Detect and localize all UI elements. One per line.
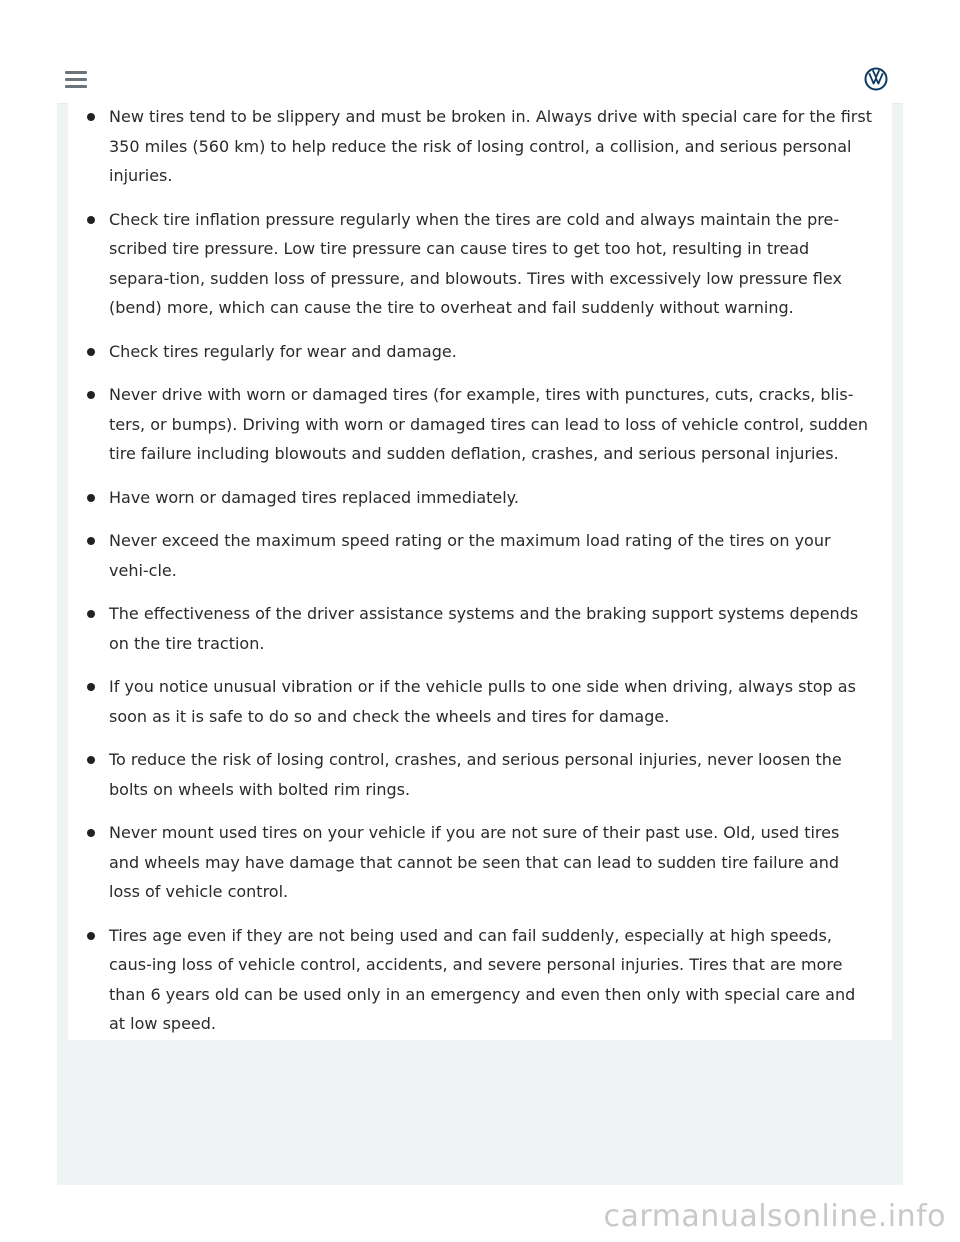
bullet-dot-icon (87, 348, 95, 356)
vw-logo-icon[interactable] (864, 67, 888, 91)
warning-bullet-list (68, 103, 892, 1053)
bullet-dot-icon (87, 610, 95, 618)
list-item: Check tire inflation pressure regularly when the tires are cold and always maintain the pre-scribed tire pressure. Low tire pressure can cause tires to get too hot, resulting in tread separa-tion, sudden loss of pressure, and blowouts. Tires with excessively low pressure flex (bend) more, which can cause the tire to overheat and fail suddenly without warning. (68, 205, 892, 323)
list-item: Have worn or damaged tires replaced immediately. (68, 483, 892, 513)
manual-page (57, 55, 903, 1185)
page-header (57, 55, 903, 104)
list-item: New tires tend to be slippery and must be broken in. Always drive with special care for the first 350 miles (560 km) to help reduce the risk of losing control, a collision, and serious personal injuries. (68, 102, 892, 191)
list-item: Tires age even if they are not being used and can fail suddenly, especially at high speeds, caus-ing loss of vehicle control, accidents, and severe personal injuries. Tires that are more than 6 years old can be used only in an emergency and even then only with special care and at low speed. (68, 921, 892, 1039)
hamburger-menu-icon[interactable] (65, 71, 87, 89)
bullet-dot-icon (87, 683, 95, 691)
list-item: Check tires regularly for wear and damage. (68, 337, 892, 367)
bullet-dot-icon (87, 829, 95, 837)
bullet-dot-icon (87, 932, 95, 940)
bullet-dot-icon (87, 756, 95, 764)
bullet-dot-icon (87, 113, 95, 121)
bullet-dot-icon (87, 216, 95, 224)
list-item: Never drive with worn or damaged tires (for example, tires with punctures, cuts, cracks, blis-ters, or bumps). Driving with worn or damaged tires can lead to loss of vehicle control, sudden tire failure including blowouts and sudden deflation, crashes, and serious personal injuries. (68, 380, 892, 469)
list-item: Never exceed the maximum speed rating or the maximum load rating of the tires on your vehi-cle. (68, 526, 892, 585)
bullet-dot-icon (87, 391, 95, 399)
watermark: carmanualsonline.info (603, 1199, 946, 1234)
bullet-dot-icon (87, 537, 95, 545)
bullet-dot-icon (87, 494, 95, 502)
list-item: The effectiveness of the driver assistance systems and the braking support systems depends on the tire traction. (68, 599, 892, 658)
list-item: Never mount used tires on your vehicle if you are not sure of their past use. Old, used tires and wheels may have damage that cannot be seen that can lead to sudden tire failure and loss of vehicle control. (68, 818, 892, 907)
list-item: If you notice unusual vibration or if the vehicle pulls to one side when driving, always stop as soon as it is safe to do so and check the wheels and tires for damage. (68, 672, 892, 731)
list-item: To reduce the risk of losing control, crashes, and serious personal injuries, never loosen the bolts on wheels with bolted rim rings. (68, 745, 892, 804)
warning-content (68, 103, 892, 1040)
